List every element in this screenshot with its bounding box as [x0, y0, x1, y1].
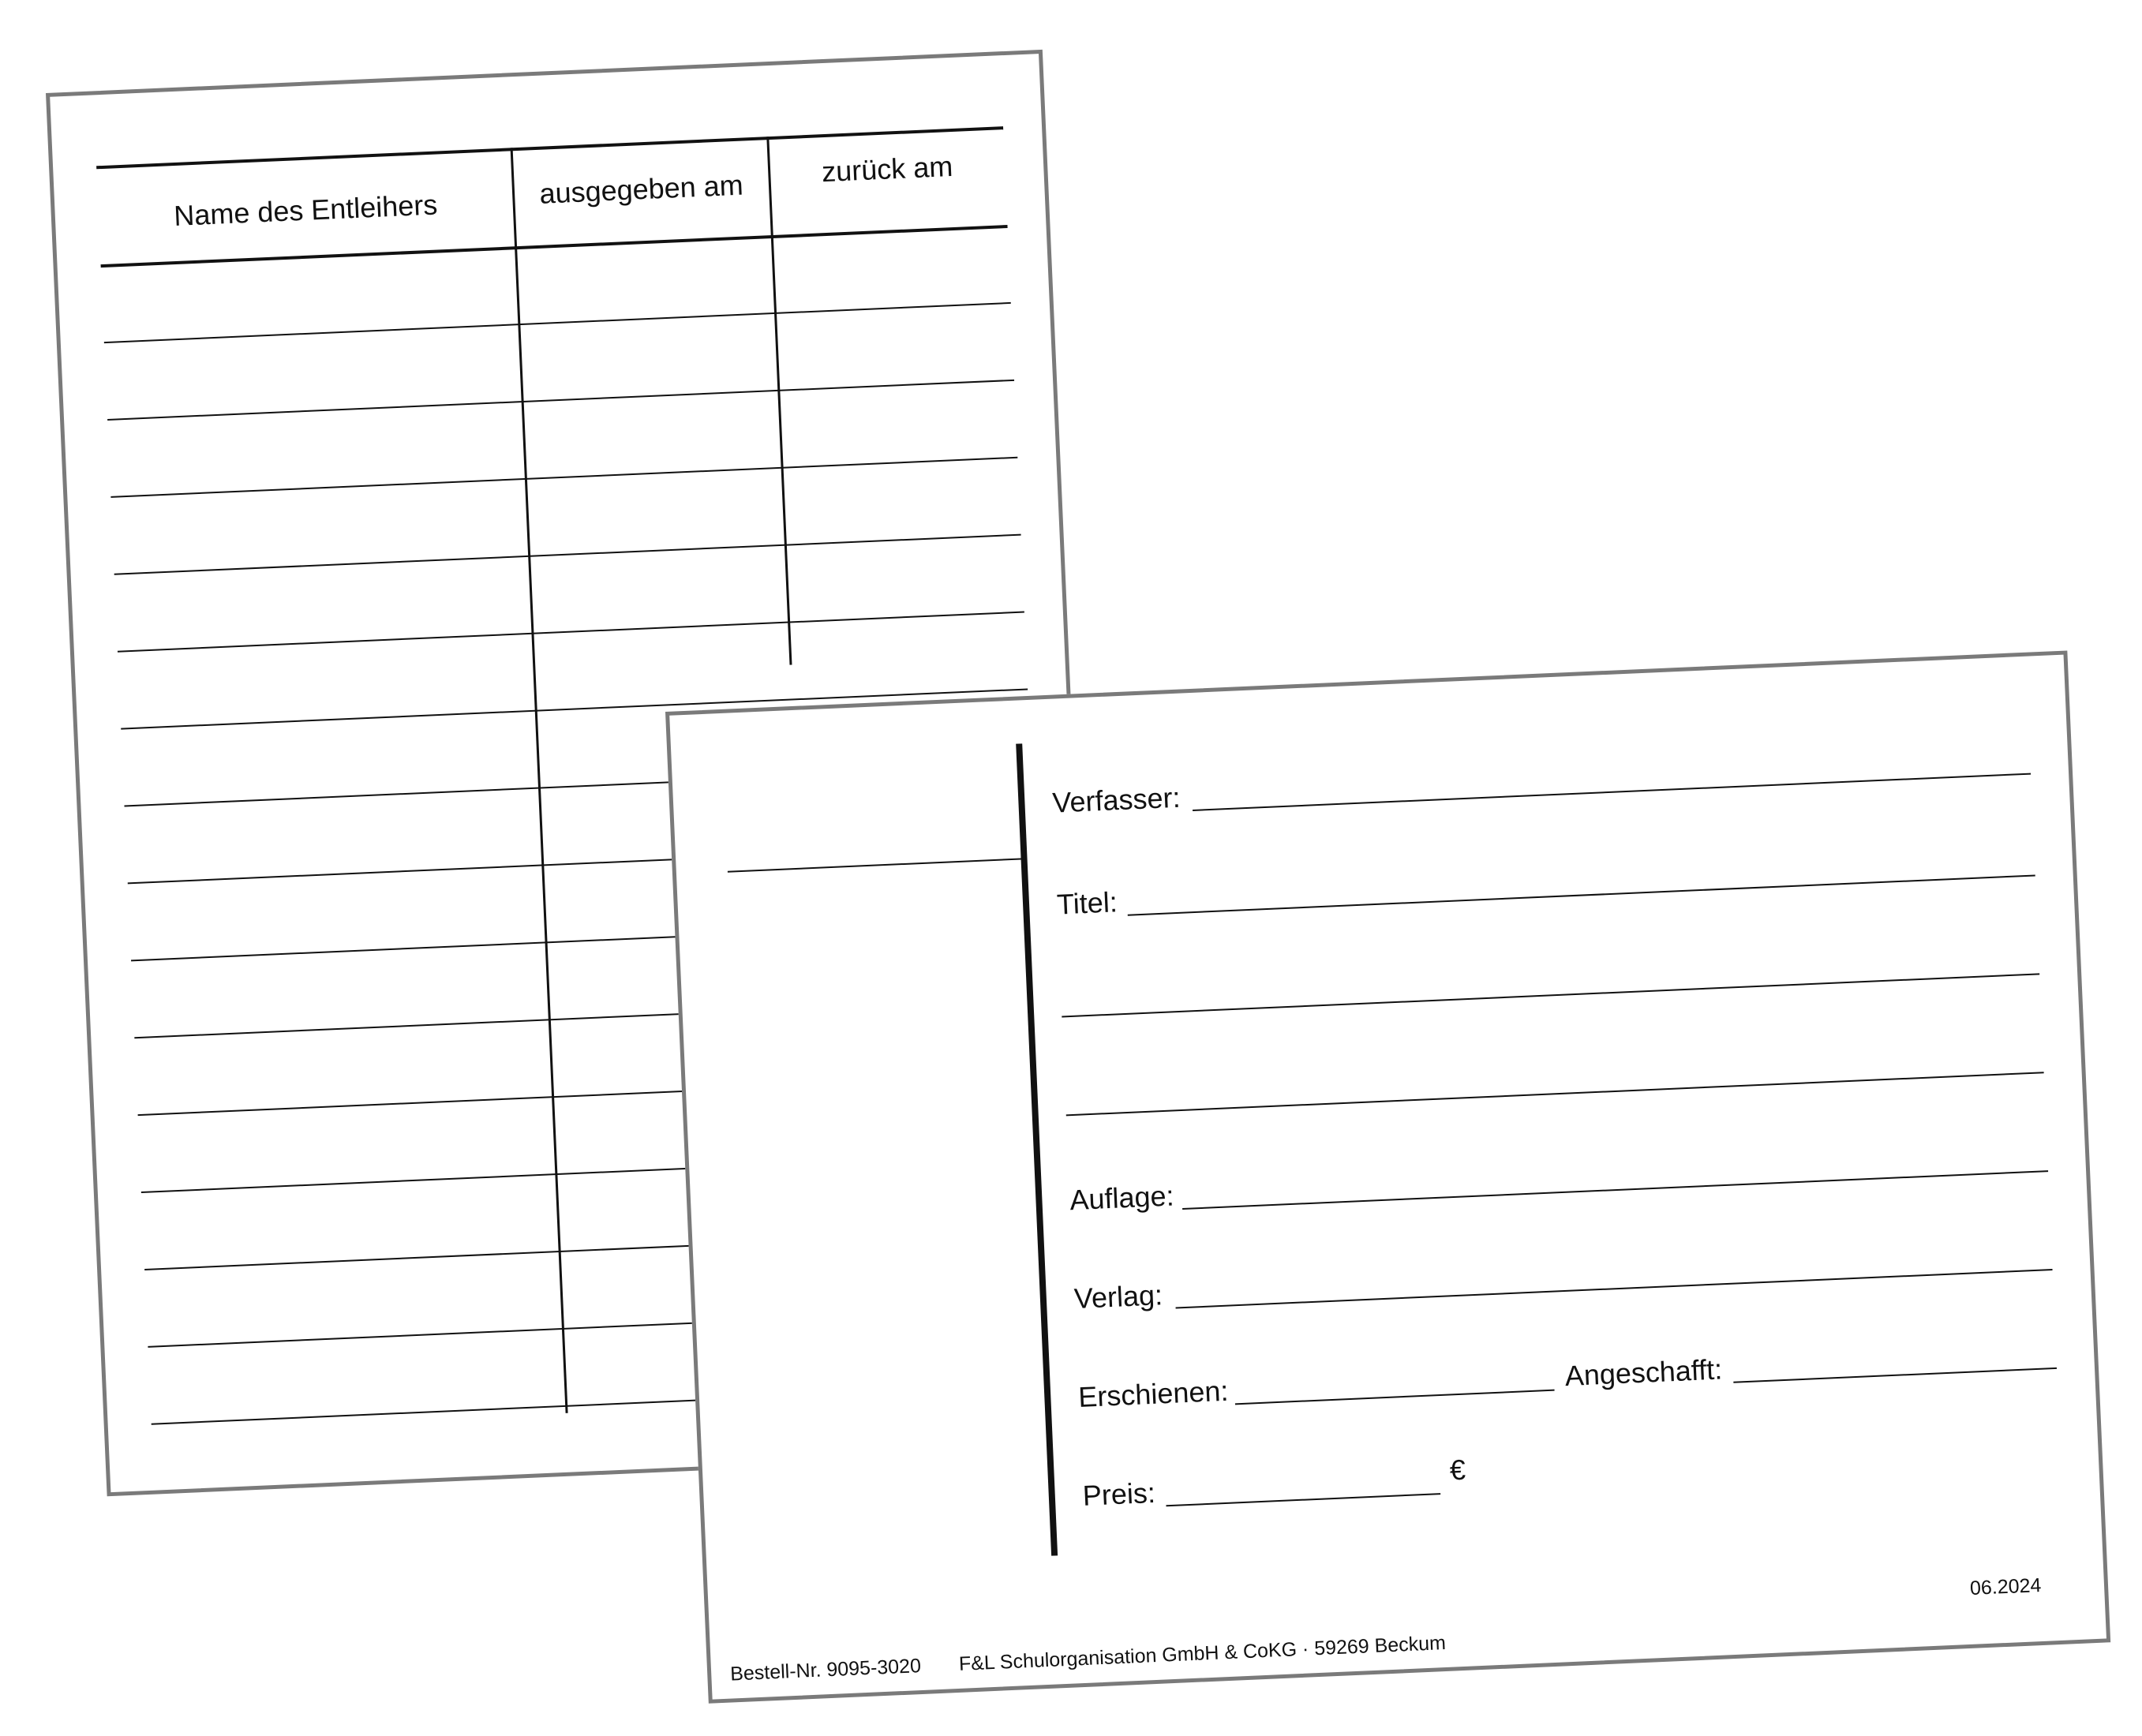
- price-line[interactable]: [1166, 1493, 1440, 1506]
- field-author: [1051, 739, 2031, 821]
- lending-table: [50, 54, 1039, 233]
- author-line[interactable]: [1193, 773, 2031, 811]
- header-bottom-rule: [101, 225, 1008, 268]
- print-date: 06.2024: [1969, 1574, 2042, 1599]
- field-publisher: [1073, 1234, 2053, 1316]
- table-row-rule: [104, 302, 1011, 343]
- field-edition: [1069, 1136, 2048, 1218]
- book-catalog-card: [665, 650, 2110, 1703]
- table-row-rule: [110, 457, 1017, 498]
- edition-label: Auflage:: [1069, 1179, 1175, 1217]
- table-row-rule: [114, 534, 1021, 575]
- table-row-rule: [107, 380, 1014, 421]
- field-title-continued-1: [1060, 938, 2039, 1020]
- publisher-label: Verlag:: [1073, 1278, 1163, 1315]
- acquired-label: Angeschafft:: [1563, 1353, 1723, 1393]
- publisher-line[interactable]: [1176, 1269, 2053, 1309]
- field-price: [1082, 1431, 2061, 1513]
- title-label: Titel:: [1056, 885, 1118, 921]
- column-header-returned: zurück am: [821, 149, 954, 189]
- field-title-continued-2: [1065, 1037, 2044, 1119]
- column-divider-1: [511, 148, 568, 1413]
- column-header-name: Name des Entleihers: [173, 188, 439, 233]
- order-number: Bestell-Nr. 9095-3020: [729, 1655, 922, 1685]
- title-continued-line-1[interactable]: [1062, 973, 2039, 1017]
- title-line[interactable]: [1128, 874, 2035, 915]
- margin-rule: [728, 858, 1024, 872]
- company-address: F&L Schulorganisation GmbH & CoKG · 59269 Beckum: [958, 1632, 1447, 1675]
- published-label: Erschienen:: [1077, 1374, 1230, 1413]
- title-continued-line-2[interactable]: [1066, 1072, 2044, 1116]
- price-label: Preis:: [1081, 1476, 1156, 1512]
- acquired-line[interactable]: [1733, 1367, 2057, 1383]
- column-divider-2: [766, 137, 792, 664]
- column-header-issued: ausgegeben am: [538, 168, 744, 210]
- field-title: [1056, 840, 2035, 922]
- author-label: Verfasser:: [1051, 780, 1181, 819]
- field-published: [1077, 1333, 2057, 1415]
- edition-line[interactable]: [1182, 1170, 2048, 1210]
- card-divider: [1016, 743, 1058, 1555]
- table-row-rule: [118, 612, 1024, 653]
- euro-symbol: €: [1448, 1453, 1466, 1487]
- published-line[interactable]: [1235, 1390, 1555, 1405]
